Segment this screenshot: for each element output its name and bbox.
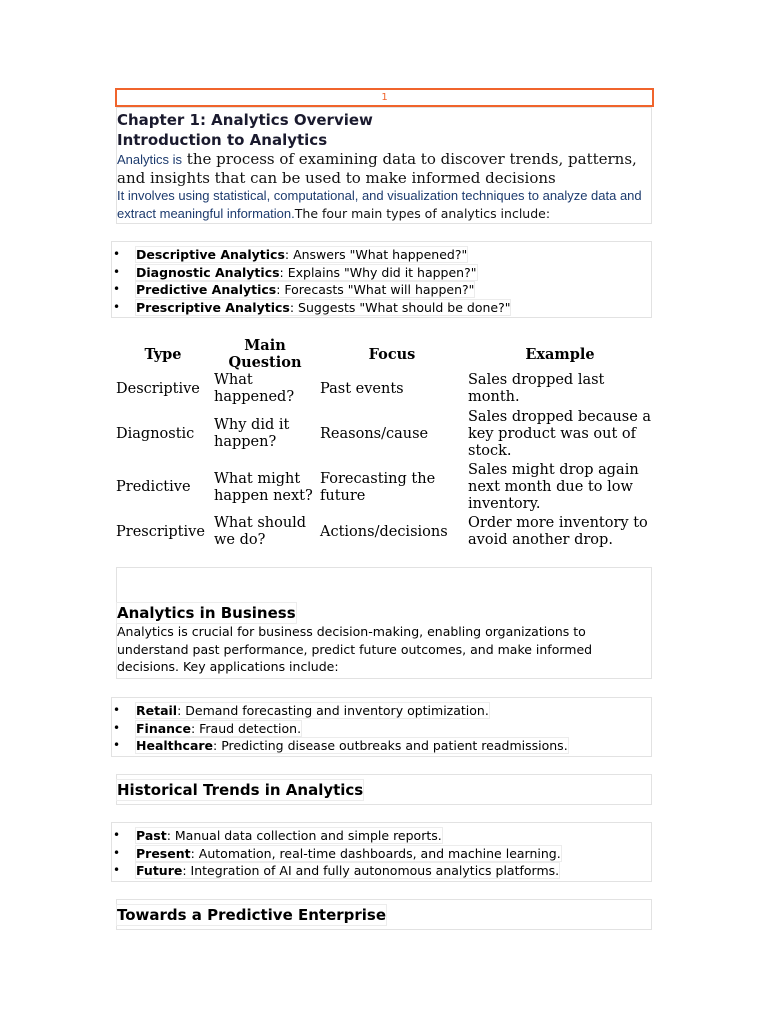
header-example: Example bbox=[525, 345, 595, 363]
types-list-box bbox=[111, 241, 652, 318]
list-item-term: Finance bbox=[136, 720, 191, 736]
cell-question: What happened? bbox=[214, 372, 295, 405]
cell-example: Order more inventory to avoid another drop. bbox=[468, 515, 648, 548]
table-header-row bbox=[114, 337, 654, 371]
intro-details-text: It involves using statistical, computational, and visualization techniques to analyze data and extract meaningful information. bbox=[117, 188, 642, 221]
business-text: Analytics is crucial for business decision-making, enabling organizations to understand past performance, predict future outcomes, and make informed decisions. Key applications include: bbox=[117, 624, 593, 674]
bullet: • bbox=[113, 738, 121, 752]
cell-focus: Actions/decisions bbox=[320, 523, 448, 540]
cell-type: Prescriptive bbox=[116, 523, 205, 540]
list-item-desc: : Suggests "What should be done?" bbox=[289, 299, 511, 315]
intro-heading: Introduction to Analytics bbox=[117, 131, 328, 149]
list-item-desc: : Explains "Why did it happen?" bbox=[279, 264, 477, 280]
table-row bbox=[114, 461, 654, 514]
intro-lead: Analytics is bbox=[117, 152, 183, 167]
business-list-box bbox=[111, 697, 652, 757]
bullet: • bbox=[113, 247, 121, 261]
list-item-term: Prescriptive Analytics bbox=[136, 299, 290, 315]
cell-type: Descriptive bbox=[116, 380, 200, 397]
list-item-term: Past bbox=[136, 828, 167, 843]
list-item-desc: : Manual data collection and simple reports. bbox=[166, 828, 442, 843]
page-number: 1 bbox=[115, 88, 654, 107]
business-heading: Analytics in Business bbox=[117, 604, 296, 622]
historical-section bbox=[116, 774, 652, 805]
list-item-desc: : Automation, real-time dashboards, and machine learning. bbox=[190, 845, 561, 861]
header-type: Type bbox=[144, 345, 182, 363]
list-item-desc: : Answers "What happened?" bbox=[284, 247, 468, 262]
table-row bbox=[114, 514, 654, 550]
business-applications-list bbox=[112, 702, 651, 755]
cell-example: Sales dropped last month. bbox=[468, 372, 605, 405]
cell-focus: Past events bbox=[320, 380, 404, 397]
historical-trends-list bbox=[112, 827, 651, 880]
predictive-enterprise-heading: Towards a Predictive Enterprise bbox=[117, 906, 387, 924]
list-item bbox=[112, 246, 651, 264]
cell-example: Sales dropped because a key product was out of stock. bbox=[468, 408, 652, 459]
list-item-term: Diagnostic Analytics bbox=[136, 264, 280, 280]
list-item-term: Descriptive Analytics bbox=[136, 247, 285, 262]
intro-details-tail: The four main types of analytics include: bbox=[294, 206, 551, 221]
cell-focus: Forecasting the future bbox=[320, 470, 436, 504]
list-item-desc: : Forecasts "What will happen?" bbox=[276, 282, 475, 297]
cell-question: What should we do? bbox=[214, 515, 307, 548]
intro-details bbox=[117, 187, 651, 223]
list-item-desc: : Demand forecasting and inventory optimization. bbox=[177, 703, 489, 718]
analytics-types-table bbox=[114, 337, 654, 550]
intro-definition bbox=[117, 150, 651, 187]
predictive-enterprise-section bbox=[116, 899, 652, 930]
list-item-desc: : Fraud detection. bbox=[190, 720, 302, 736]
list-item bbox=[112, 299, 651, 317]
cell-example: Sales might drop again next month due to low inventory. bbox=[468, 462, 639, 512]
bullet: • bbox=[113, 264, 121, 279]
list-item-term: Healthcare bbox=[136, 738, 214, 753]
intro-definition-rest: the process of examining data to discover trends, patterns, and insights that can be used to make informed decisions bbox=[117, 150, 637, 187]
bullet: • bbox=[113, 863, 121, 877]
analytics-types-list bbox=[112, 246, 651, 316]
list-item-desc: : Predicting disease outbreaks and patient readmissions. bbox=[213, 738, 568, 753]
cell-question: Why did it happen? bbox=[214, 417, 290, 450]
bullet: • bbox=[113, 720, 121, 735]
cell-type: Diagnostic bbox=[116, 425, 195, 442]
list-item bbox=[112, 845, 651, 863]
table-row bbox=[114, 407, 654, 461]
list-item-term: Future bbox=[136, 863, 183, 878]
header-focus: Focus bbox=[368, 345, 416, 363]
list-item-desc: : Integration of AI and fully autonomous analytics platforms. bbox=[182, 863, 560, 878]
list-item bbox=[112, 281, 651, 299]
historical-heading: Historical Trends in Analytics bbox=[117, 781, 364, 799]
list-item bbox=[112, 720, 651, 738]
list-item bbox=[112, 827, 651, 845]
list-item bbox=[112, 862, 651, 880]
business-section bbox=[116, 567, 652, 679]
bullet: • bbox=[113, 703, 121, 717]
list-item bbox=[112, 737, 651, 755]
cell-type: Predictive bbox=[116, 479, 191, 495]
analytics-types-table-wrap bbox=[114, 337, 654, 550]
bullet: • bbox=[113, 845, 121, 860]
list-item bbox=[112, 702, 651, 720]
list-item-term: Present bbox=[136, 845, 191, 861]
list-item-term: Retail bbox=[136, 703, 178, 718]
list-item bbox=[112, 264, 651, 282]
intro-section bbox=[116, 107, 652, 224]
cell-question: What might happen next? bbox=[214, 470, 313, 504]
header-main-question: Main Question bbox=[228, 337, 302, 371]
bullet: • bbox=[113, 828, 121, 842]
chapter-title: Chapter 1: Analytics Overview bbox=[117, 111, 373, 129]
bullet: • bbox=[113, 282, 121, 296]
list-item-term: Predictive Analytics bbox=[136, 282, 277, 297]
cell-focus: Reasons/cause bbox=[320, 425, 429, 442]
historical-list-box bbox=[111, 822, 652, 882]
bullet: • bbox=[113, 299, 121, 314]
table-row bbox=[114, 371, 654, 407]
